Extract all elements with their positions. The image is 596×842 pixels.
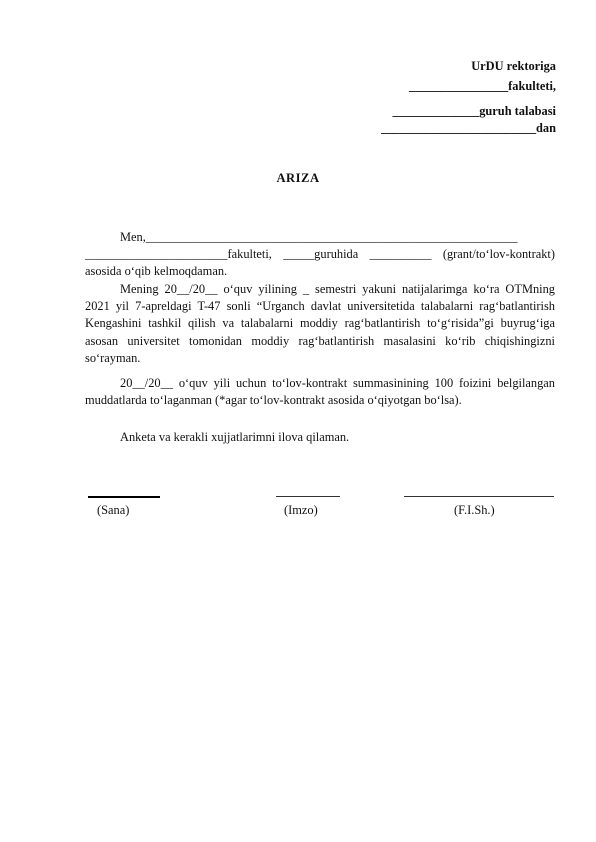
date-label: (Sana) bbox=[97, 503, 130, 517]
paragraph-2: Mening 20__/20__ o‘quv yilining _ semestri yakuni natijalarimga ko‘ra OTMning 2021 yil 7-apreldagi T-47 sonli “Urganch davlat universitetida talabalarni rag‘batlantirish Kengashini tashkil qilish va talabalarni moddiy rag‘batlantirish to‘g‘risida”gi buyrug‘iga asosan universitet tomonidan moddiy rag‘batlantirish masalasini ko‘rib chiqishingizni so‘rayman. bbox=[85, 282, 555, 365]
name-line: Men,____________________________________________________________ bbox=[120, 230, 518, 244]
sender-line: _________________________dan bbox=[381, 121, 556, 135]
paragraph-4: Anketa va kerakli xujjatlarimni ilova qilaman. bbox=[120, 430, 350, 444]
paragraph-1 bbox=[85, 229, 555, 281]
addressee-line: UrDU rektoriga bbox=[471, 59, 556, 73]
date-signature-line bbox=[88, 496, 160, 498]
paragraph-3: 20__/20__ o‘quv yili uchun to‘lov-kontrakt summasinining 100 foizini belgilangan muddatlarda to‘laganman (*agar to‘lov-kontrakt asosida o‘qiyotgan bo‘lsa). bbox=[85, 376, 555, 408]
document-title: ARIZA bbox=[276, 171, 320, 185]
name-label: (F.I.Sh.) bbox=[454, 503, 495, 517]
faculty-line: ________________fakulteti, bbox=[409, 79, 556, 93]
sign-label: (Imzo) bbox=[284, 503, 318, 517]
group-line: ______________guruh talabasi bbox=[392, 104, 556, 118]
sign-signature-line bbox=[276, 496, 340, 497]
name-signature-line bbox=[404, 496, 554, 497]
faculty-group-text: _______________________fakulteti, _____guruhida __________ (grant/to‘lov-kontrakt) asosida o‘qib kelmoqdaman. bbox=[85, 247, 555, 279]
